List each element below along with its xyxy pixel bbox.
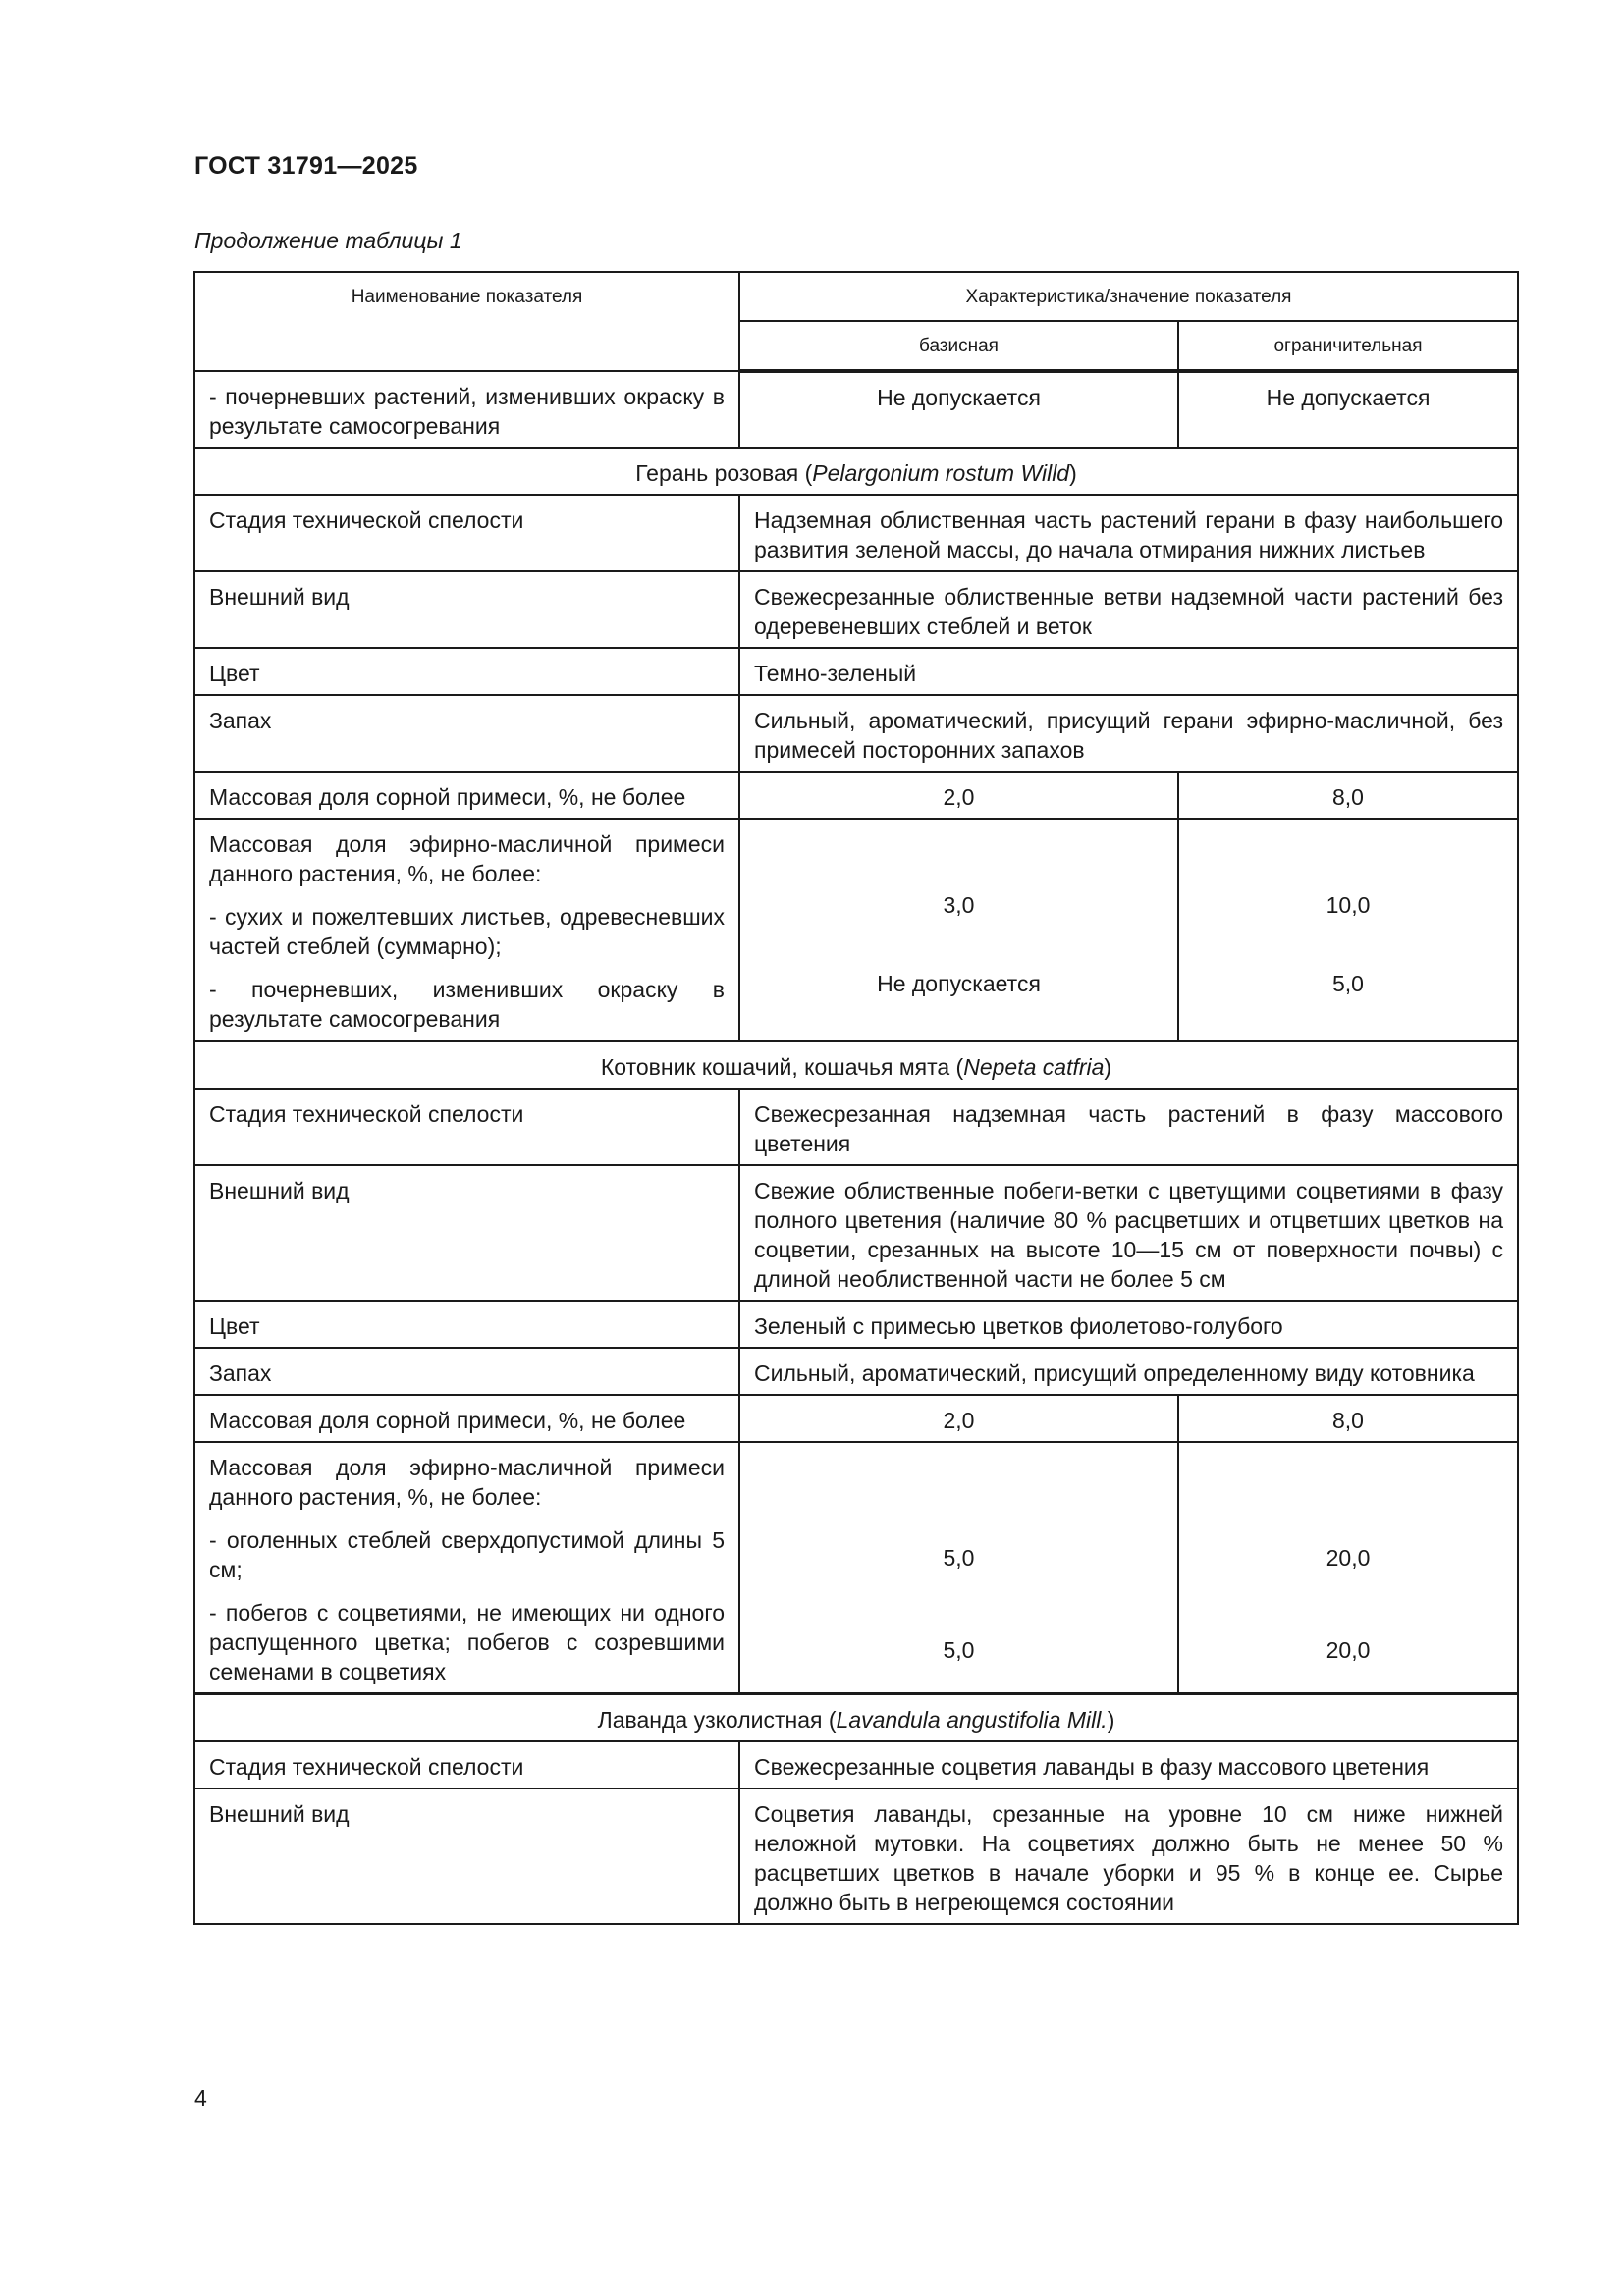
row-name: - почерневших растений, изменивших окраску в результате самосогревания: [194, 371, 739, 448]
row-value: Свежесрезанные соцветия лаванды в фазу массового цветения: [739, 1741, 1518, 1789]
row-name: Запах: [194, 695, 739, 772]
table-row: [194, 1348, 1518, 1395]
row-subitem: - сухих и пожелтевших листьев, одревесневших частей стеблей (суммарно);: [209, 904, 725, 959]
row-subitem: - почерневших, изменивших окраску в результате самосогревания: [209, 977, 725, 1032]
row-value: Соцветия лаванды, срезанные на уровне 10 см ниже нижней неложной мутовки. На соцветиях должно быть не менее 50 % расцветших цветков в начале уборки и 95 % в конце ее. Сырье должно быть в негреющемся состоянии: [739, 1789, 1518, 1924]
row-name: [194, 819, 739, 1041]
row-limit-value: 10,0: [1326, 892, 1371, 918]
row-name: [194, 1442, 739, 1694]
row-limit-cell: [1178, 819, 1518, 1041]
row-intro: Массовая доля эфирно-масличной примеси данного растения, %, не более:: [209, 1455, 725, 1510]
row-name: Стадия технической спелости: [194, 1741, 739, 1789]
section-title: Лаванда узколистная (Lavandula angustifolia Mill.): [194, 1694, 1518, 1742]
table-header-row: [194, 272, 1518, 321]
row-basic-cell: [739, 1442, 1178, 1694]
row-basic-value: Не допускается: [877, 971, 1041, 996]
row-subitem: - оголенных стеблей сверхдопустимой длины 5 см;: [209, 1527, 725, 1582]
table-row: [194, 1165, 1518, 1301]
row-value: Свежесрезанная надземная часть растений в фазу массового цветения: [739, 1089, 1518, 1165]
row-value: Надземная облиственная часть растений герани в фазу наибольшего развития зеленой массы, до начала отмирания нижних листьев: [739, 495, 1518, 571]
row-value: Темно-зеленый: [739, 648, 1518, 695]
row-value: Сильный, ароматический, присущий определенному виду котовника: [739, 1348, 1518, 1395]
table-row: [194, 772, 1518, 819]
row-name: Внешний вид: [194, 1789, 739, 1924]
row-value: Свежесрезанные облиственные ветви надземной части растений без одеревеневших стеблей и веток: [739, 571, 1518, 648]
header-characteristic: Характеристика/значение показателя: [739, 272, 1518, 321]
row-name: Стадия технической спелости: [194, 1089, 739, 1165]
row-limit-cell: [1178, 1442, 1518, 1694]
row-value: Свежие облиственные побеги-ветки с цветущими соцветиями в фазу полного цветения (наличие 80 % расцветших и отцветших цветков на соцветии, срезанных на высоте 10—15 см от поверхности почвы) с длиной необлиственной части не более 5 см: [739, 1165, 1518, 1301]
table-row: [194, 1395, 1518, 1442]
row-name: Цвет: [194, 1301, 739, 1348]
table-row: [194, 1442, 1518, 1694]
row-name: Стадия технической спелости: [194, 495, 739, 571]
page-number: 4: [194, 2085, 207, 2110]
row-limit-value: 8,0: [1178, 1395, 1518, 1442]
section-title: Герань розовая (Pelargonium rostum Willd): [194, 448, 1518, 495]
row-basic-value: 2,0: [739, 1395, 1178, 1442]
section-row-lavender: [194, 1694, 1518, 1742]
row-basic-value: 3,0: [943, 892, 975, 918]
table-row: [194, 571, 1518, 648]
row-limit-value: 20,0: [1326, 1545, 1371, 1571]
row-name: Массовая доля сорной примеси, %, не более: [194, 772, 739, 819]
row-subitem: - побегов с соцветиями, не имеющих ни одного распущенного цветка; побегов с созревшими семенами в соцветиях: [209, 1600, 725, 1684]
header-basic: базисная: [739, 321, 1178, 371]
header-indicator-name: Наименование показателя: [194, 272, 739, 371]
table-row: [194, 1741, 1518, 1789]
section-row-geranium: [194, 448, 1518, 495]
row-value: Зеленый с примесью цветков фиолетово-голубого: [739, 1301, 1518, 1348]
table-caption: Продолжение таблицы 1: [194, 228, 462, 253]
row-limit-value: 5,0: [1332, 971, 1364, 996]
row-name: Внешний вид: [194, 571, 739, 648]
section-title: Котовник кошачий, кошачья мята (Nepeta catfria): [194, 1041, 1518, 1090]
row-limit-value: 20,0: [1326, 1637, 1371, 1663]
row-name: Массовая доля сорной примеси, %, не более: [194, 1395, 739, 1442]
row-limit-value: Не допускается: [1178, 371, 1518, 448]
row-limit-value: 8,0: [1178, 772, 1518, 819]
row-basic-value: 5,0: [943, 1545, 975, 1571]
table-row: [194, 819, 1518, 1041]
table-row: [194, 1089, 1518, 1165]
table-row: [194, 495, 1518, 571]
row-basic-cell: [739, 819, 1178, 1041]
section-row-catnip: [194, 1041, 1518, 1090]
row-basic-value: 2,0: [739, 772, 1178, 819]
table-row: [194, 1301, 1518, 1348]
properties-table: [193, 271, 1519, 1925]
row-intro: Массовая доля эфирно-масличной примеси данного растения, %, не более:: [209, 831, 725, 886]
table-row: [194, 648, 1518, 695]
header-limit: ограничительная: [1178, 321, 1518, 371]
document-code: ГОСТ 31791—2025: [194, 152, 418, 180]
row-value: Сильный, ароматический, присущий герани эфирно-масличной, без примесей посторонних запахов: [739, 695, 1518, 772]
table-row: [194, 695, 1518, 772]
row-name: Цвет: [194, 648, 739, 695]
row-basic-value: Не допускается: [739, 371, 1178, 448]
row-name: Запах: [194, 1348, 739, 1395]
row-name: Внешний вид: [194, 1165, 739, 1301]
table-row: [194, 1789, 1518, 1924]
table-row: [194, 371, 1518, 448]
row-basic-value: 5,0: [943, 1637, 975, 1663]
